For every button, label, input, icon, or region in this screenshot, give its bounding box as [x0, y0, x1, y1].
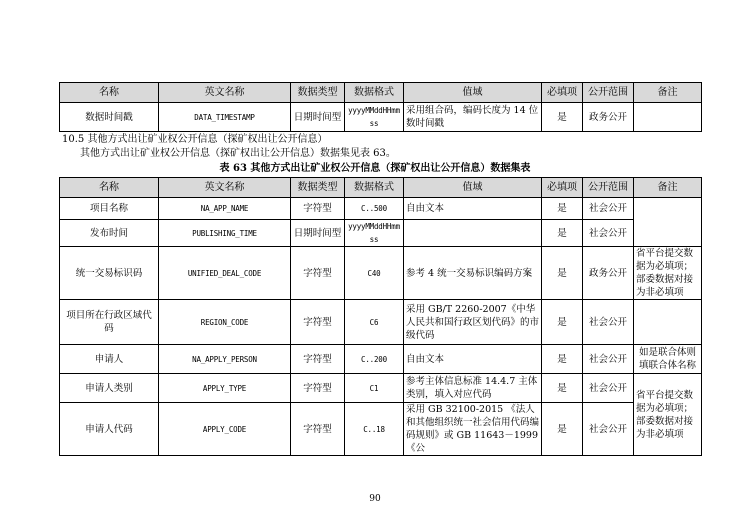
cell-domain: 参考 4 统一交易标识编码方案 — [404, 247, 542, 300]
cell-format: C1 — [345, 374, 404, 403]
cell-note: 如是联合体则填联合体名称 — [634, 345, 702, 374]
cell-note-merged: 省平台提交数据为必填项；部委数据对接为非必填项 — [634, 374, 702, 456]
cell-scope: 社会公开 — [583, 374, 634, 403]
cell-name: 发布时间 — [60, 220, 159, 247]
cell-domain: 采用 GB/T 2260-2007《中华人民共和国行政区划代码》的市级代码 — [404, 300, 542, 345]
cell-name: 申请人 — [60, 345, 159, 374]
cell-name: 数据时间戳 — [60, 103, 159, 132]
cell-name: 申请人代码 — [60, 403, 159, 456]
cell-scope: 政务公开 — [583, 103, 634, 132]
cell-format: C40 — [345, 247, 404, 300]
cell-note — [634, 103, 702, 132]
table-row — [60, 198, 702, 220]
header-note: 备注 — [634, 178, 702, 198]
cell-type: 日期时间型 — [291, 103, 345, 132]
cell-required: 是 — [542, 374, 583, 403]
cell-note-merged — [634, 198, 702, 247]
header-format: 数据格式 — [345, 178, 404, 198]
table-caption: 表 63 其他方式出让矿业权公开信息（探矿权出让公开信息）数据集表 — [219, 163, 531, 174]
cell-type: 字符型 — [291, 403, 345, 456]
page-number: 90 — [369, 494, 381, 504]
header-en: 英文名称 — [159, 83, 291, 103]
section-text: 其他方式出让矿业权公开信息（探矿权出让公开信息）数据集见表 63。 — [80, 148, 396, 159]
table-row — [60, 247, 702, 300]
cell-en: APPLY_CODE — [159, 403, 291, 456]
header-scope: 公开范围 — [583, 83, 634, 103]
cell-name: 项目所在行政区域代码 — [60, 300, 159, 345]
cell-required: 是 — [542, 198, 583, 220]
header-required: 必填项 — [542, 83, 583, 103]
table-row — [60, 103, 702, 132]
cell-scope: 社会公开 — [583, 345, 634, 374]
table-row — [60, 403, 702, 456]
cell-note: 省平台提交数据为必填项；部委数据对接为非必填项 — [634, 247, 702, 300]
header-name: 名称 — [60, 178, 159, 198]
header-type: 数据类型 — [291, 178, 345, 198]
cell-en: NA_APP_NAME — [159, 198, 291, 220]
table-row — [60, 345, 702, 374]
cell-format: yyyyMMddHHmmss — [345, 103, 404, 132]
header-en: 英文名称 — [159, 178, 291, 198]
cell-format: C..200 — [345, 345, 404, 374]
cell-en: PUBLISHING_TIME — [159, 220, 291, 247]
header-required: 必填项 — [542, 178, 583, 198]
table-row — [60, 300, 702, 345]
cell-required: 是 — [542, 345, 583, 374]
cell-domain: 采用组合码，编码长度为 14 位数时间戳 — [404, 103, 542, 132]
cell-en: UNIFIED_DEAL_CODE — [159, 247, 291, 300]
cell-required: 是 — [542, 220, 583, 247]
header-scope: 公开范围 — [583, 178, 634, 198]
section-heading: 10.5 其他方式出让矿业权公开信息（探矿权出让公开信息） — [62, 134, 328, 145]
cell-en: NA_APPLY_PERSON — [159, 345, 291, 374]
table-header-row — [60, 83, 702, 103]
cell-scope: 政务公开 — [583, 247, 634, 300]
cell-domain — [404, 220, 542, 247]
cell-type: 日期时间型 — [291, 220, 345, 247]
table-row — [60, 220, 702, 247]
cell-domain: 采用 GB 32100-2015 《法人和其他组织统一社会信用代码编码规则》或 GB 11643－1999《公 — [404, 403, 542, 456]
cell-required: 是 — [542, 403, 583, 456]
cell-scope: 社会公开 — [583, 220, 634, 247]
header-type: 数据类型 — [291, 83, 345, 103]
cell-scope: 社会公开 — [583, 198, 634, 220]
cell-note — [634, 300, 702, 345]
cell-scope: 社会公开 — [583, 300, 634, 345]
cell-type: 字符型 — [291, 374, 345, 403]
cell-format: C6 — [345, 300, 404, 345]
cell-required: 是 — [542, 247, 583, 300]
header-name: 名称 — [60, 83, 159, 103]
table-header-row — [60, 178, 702, 198]
cell-format: yyyyMMddHHmmss — [345, 220, 404, 247]
cell-name: 项目名称 — [60, 198, 159, 220]
cell-name: 申请人类别 — [60, 374, 159, 403]
header-note: 备注 — [634, 83, 702, 103]
cell-domain: 自由文本 — [404, 198, 542, 220]
header-domain: 值域 — [404, 178, 542, 198]
cell-domain: 参考主体信息标准 14.4.7 主体类别，填入对应代码 — [404, 374, 542, 403]
header-format: 数据格式 — [345, 83, 404, 103]
cell-format: C..18 — [345, 403, 404, 456]
cell-scope: 社会公开 — [583, 403, 634, 456]
header-domain: 值域 — [404, 83, 542, 103]
cell-domain: 自由文本 — [404, 345, 542, 374]
cell-en: DATA_TIMESTAMP — [159, 103, 291, 132]
cell-required: 是 — [542, 300, 583, 345]
table-row — [60, 374, 702, 403]
table-top — [59, 82, 702, 132]
cell-name: 统一交易标识码 — [60, 247, 159, 300]
cell-en: APPLY_TYPE — [159, 374, 291, 403]
table-63 — [59, 177, 702, 456]
cell-type: 字符型 — [291, 345, 345, 374]
cell-required: 是 — [542, 103, 583, 132]
cell-type: 字符型 — [291, 198, 345, 220]
cell-type: 字符型 — [291, 300, 345, 345]
cell-format: C..500 — [345, 198, 404, 220]
cell-en: REGION_CODE — [159, 300, 291, 345]
cell-type: 字符型 — [291, 247, 345, 300]
